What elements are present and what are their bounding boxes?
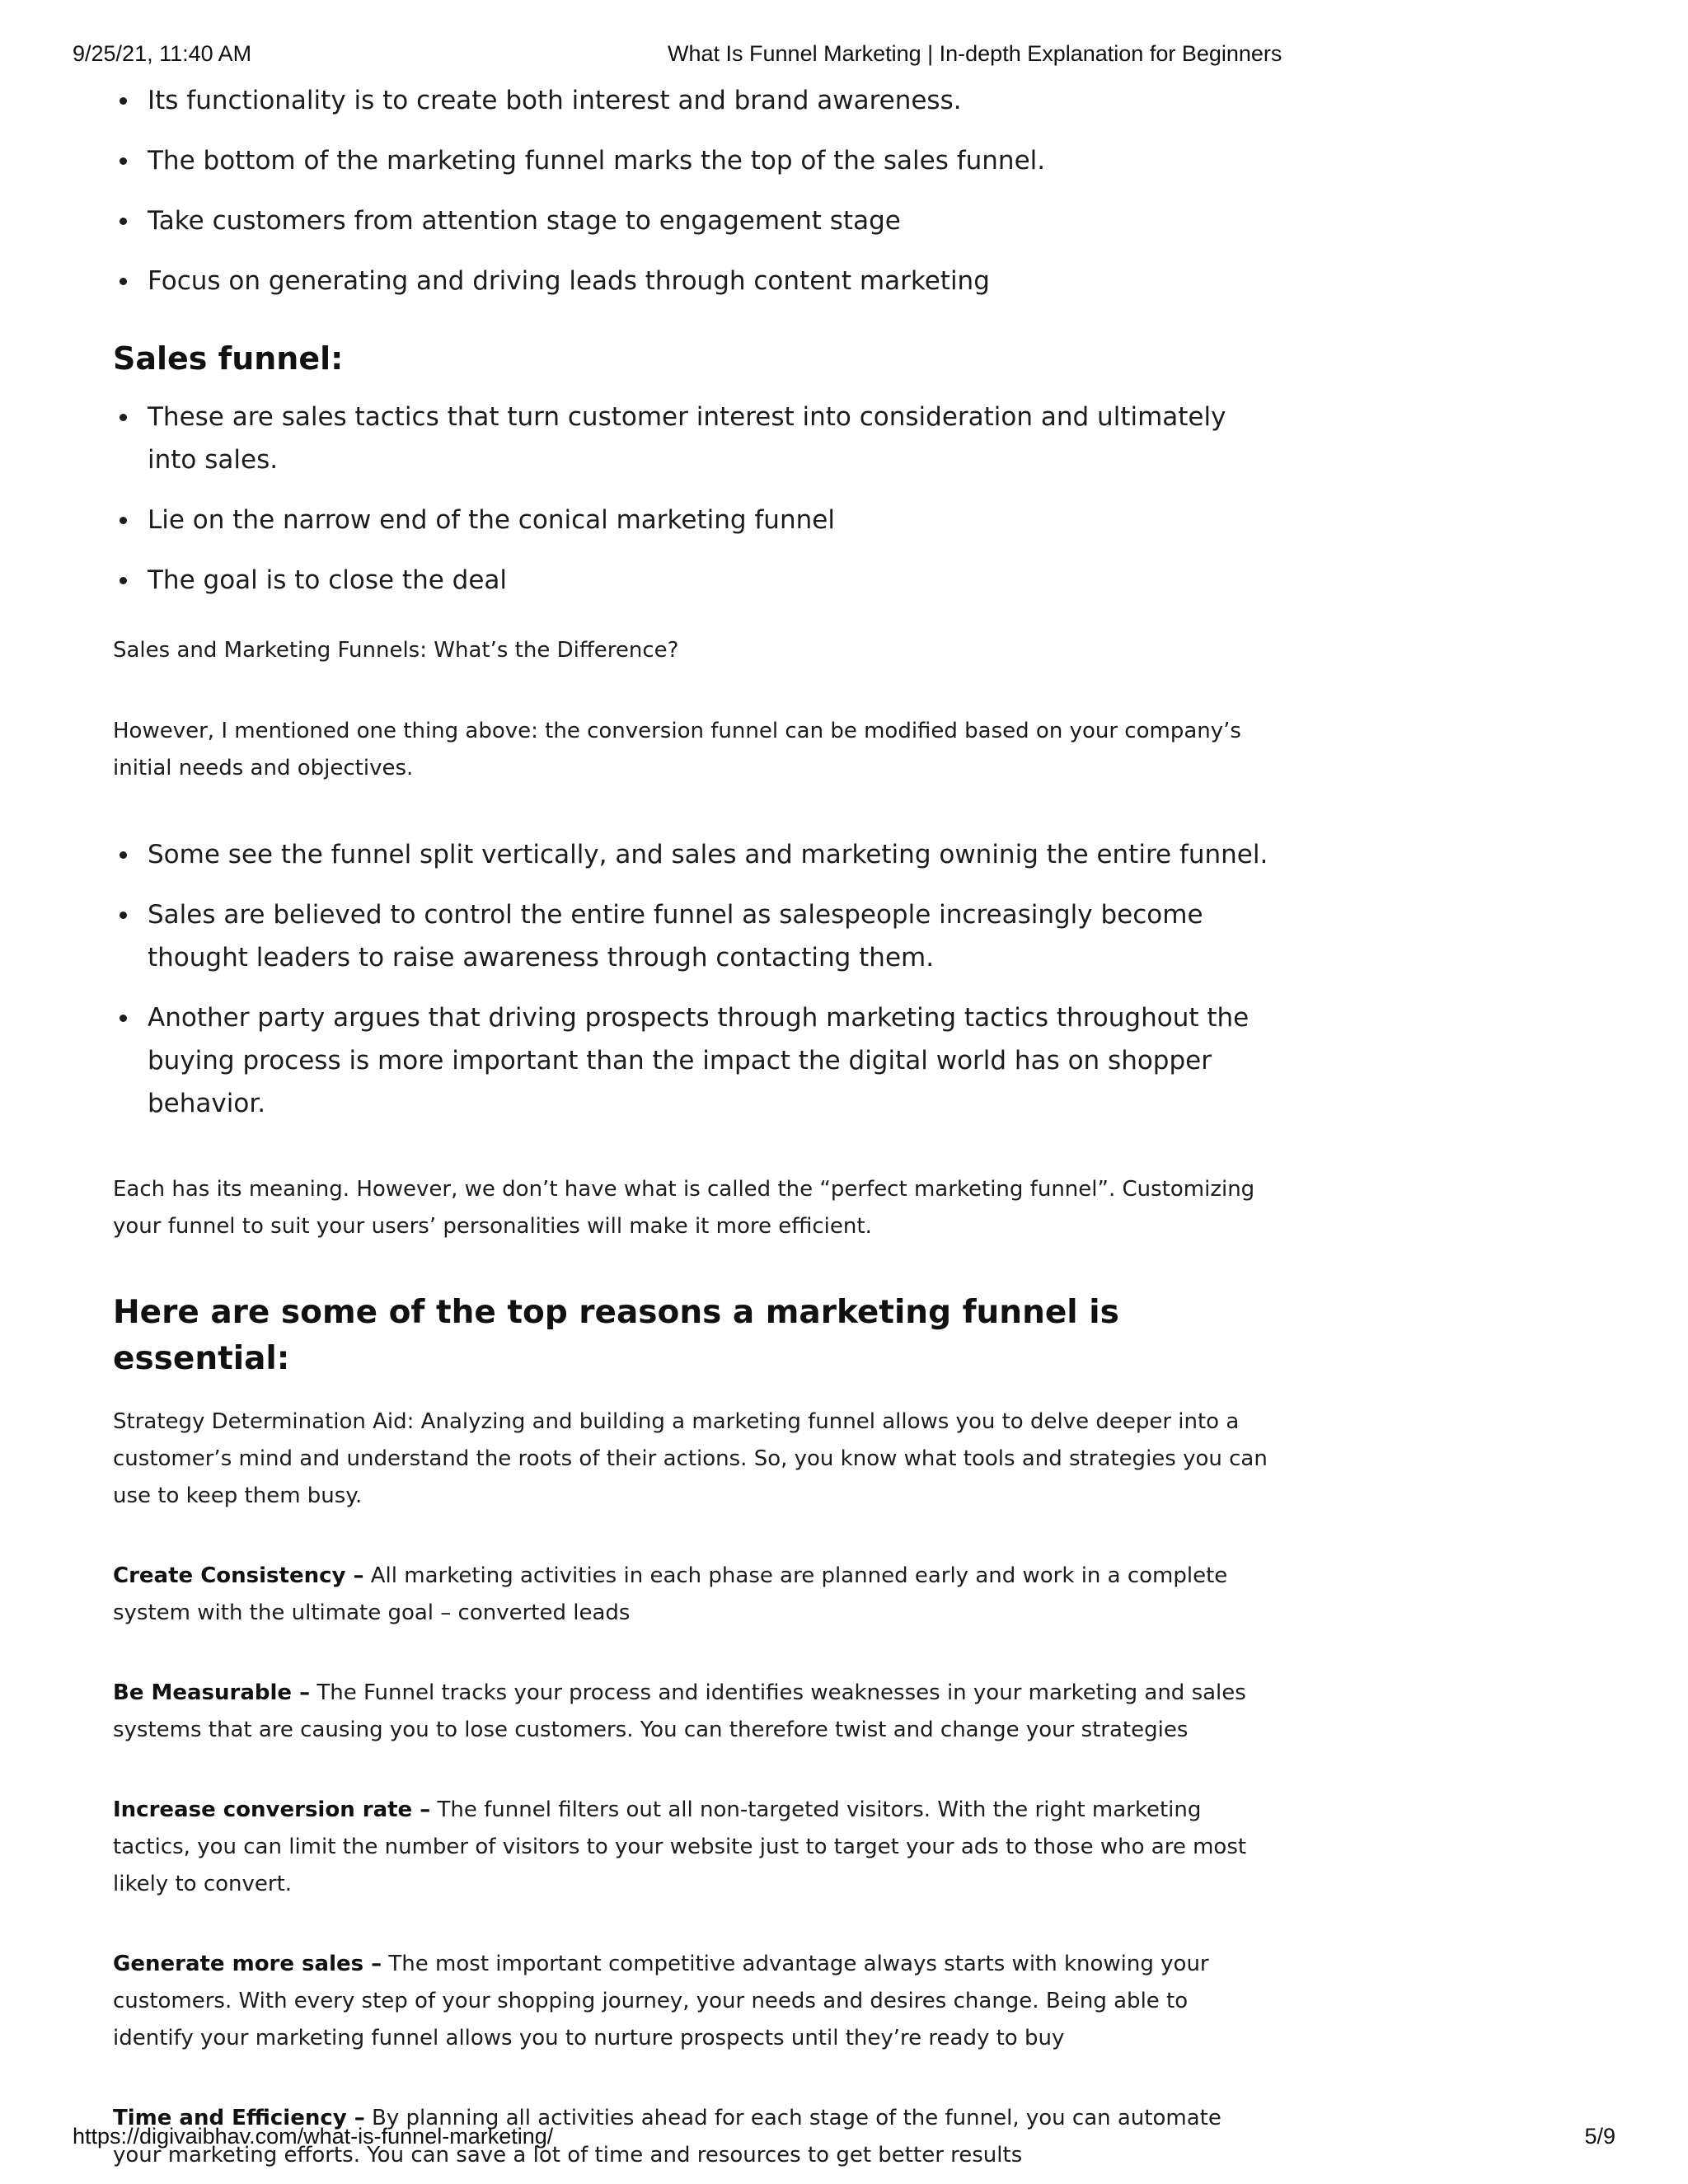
reason-term: Increase conversion rate – — [113, 1797, 431, 1822]
sales-funnel-heading: Sales funnel: — [113, 340, 344, 377]
print-header — [73, 41, 1615, 69]
list-item: The goal is to close the deal — [113, 559, 1275, 602]
list-item: Focus on generating and driving leads through content marketing — [113, 260, 1275, 302]
reason-item — [113, 1675, 1275, 1749]
modified-paragraph: However, I mentioned one thing above: the conversion funnel can be modified based on your company’s initial needs and objectives. — [113, 719, 1241, 780]
reason-text: By planning all activities ahead for each stage of the funnel, you can automate your marketing efforts. You can save a lot of time and resources to get better results — [113, 2106, 1221, 2168]
reason-item — [113, 1946, 1275, 2057]
reason-term: Generate more sales – — [113, 1952, 382, 1976]
funnel-views-list — [113, 833, 1275, 1125]
sales-funnel-list — [113, 396, 1275, 602]
print-footer — [73, 2124, 1615, 2152]
reason-term: Be Measurable – — [113, 1680, 311, 1705]
list-item: Lie on the narrow end of the conical marketing funnel — [113, 499, 1275, 541]
print-datetime: 9/25/21, 11:40 AM — [73, 41, 252, 66]
reasons-intro: Strategy Determination Aid: Analyzing and building a marketing funnel allows you to delve deeper into a customer’s mind and understand the roots of their actions. So, you know what tools and strategies you can use to keep them busy. — [113, 1409, 1268, 1508]
reason-term: Time and Efficiency – — [113, 2106, 365, 2130]
list-item: Some see the funnel split vertically, and sales and marketing owninig the entire funnel. — [113, 833, 1275, 876]
reason-text: All marketing activities in each phase are planned early and work in a complete system with the ultimate goal – converted leads — [113, 1563, 1228, 1625]
list-item: Its functionality is to create both interest and brand awareness. — [113, 79, 1275, 122]
reason-term: Create Consistency – — [113, 1563, 364, 1588]
reasons-heading: Here are some of the top reasons a marketing funnel is essential: — [113, 1294, 1119, 1377]
list-item: These are sales tactics that turn customer interest into consideration and ultimately into sales. — [113, 396, 1275, 481]
difference-caption: Sales and Marketing Funnels: What’s the Difference? — [113, 638, 679, 663]
meaning-paragraph: Each has its meaning. However, we don’t have what is called the “perfect marketing funnel”. Customizing your funnel to suit your users’ personalities will make it more efficient. — [113, 1177, 1255, 1239]
marketing-funnel-list — [113, 79, 1275, 302]
list-item: Sales are believed to control the entire funnel as salespeople increasingly become thought leaders to raise awareness through contacting them. — [113, 893, 1275, 979]
article-content — [113, 79, 1275, 2174]
list-item: Another party argues that driving prospects through marketing tactics throughout the buying process is more important than the impact the digital world has on shopper behavior. — [113, 996, 1275, 1125]
page-number: 5/9 — [1584, 2124, 1615, 2149]
print-page-title: What Is Funnel Marketing | In-depth Explanation for Beginners — [668, 41, 1282, 66]
reason-text: The funnel filters out all non-targeted visitors. With the right marketing tactics, you can limit the number of visitors to your website just to target your ads to those who are most likely to convert. — [113, 1797, 1247, 1896]
reason-text: The most important competitive advantage always starts with knowing your customers. With every step of your shopping journey, your needs and desires change. Being able to identify your marketing funnel allows you to nurture prospects until they’re ready to buy — [113, 1952, 1209, 2050]
list-item: Take customers from attention stage to engagement stage — [113, 199, 1275, 242]
reason-item — [113, 1792, 1275, 1903]
reason-item — [113, 1558, 1275, 1632]
page-url-link[interactable]: https://digivaibhav.com/what-is-funnel-marketing/ — [73, 2124, 554, 2149]
reason-text: The Funnel tracks your process and identifies weaknesses in your marketing and sales systems that are causing you to lose customers. You can therefore twist and change your strategies — [113, 1680, 1246, 1742]
list-item: The bottom of the marketing funnel marks the top of the sales funnel. — [113, 139, 1275, 182]
